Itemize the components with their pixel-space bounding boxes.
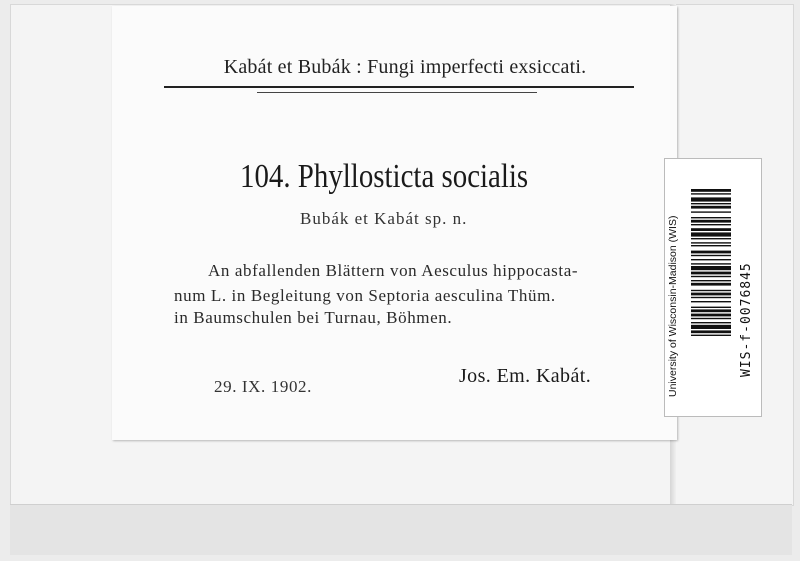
barcode-stripe (691, 330, 731, 333)
barcode-stripe (691, 255, 731, 256)
series-header: Kabát et Bubák : Fungi imperfecti exsiccati. (223, 56, 587, 78)
barcode-stripe (691, 263, 731, 264)
barcode-stripe (691, 220, 731, 223)
sheet-bottom-fold (10, 504, 792, 555)
barcode-bars (691, 189, 731, 389)
barcode-stripe (691, 318, 731, 319)
barcode-label (664, 158, 762, 417)
collector-name: Jos. Em. Kabát. (459, 365, 592, 387)
barcode-stripe (691, 259, 731, 260)
barcode-stripe (691, 224, 731, 225)
barcode-stripe (691, 283, 731, 286)
description-line: in Baumschulen bei Turnau, Böhmen. (174, 308, 453, 327)
barcode-stripe (691, 307, 731, 308)
barcode-stripe (691, 197, 731, 201)
barcode-stripe (691, 301, 731, 302)
barcode-stripe (691, 232, 731, 236)
barcode-stripe (691, 217, 731, 218)
description-line: An abfallenden Blättern von Aesculus hippocasta- (208, 261, 579, 280)
barcode-stripe (691, 293, 731, 296)
barcode-stripe (691, 335, 731, 336)
barcode-stripe (691, 266, 731, 270)
barcode-stripe (691, 322, 731, 323)
description-line: num L. in Begleitung von Septoria aesculina Thüm. (174, 286, 556, 305)
barcode-stripe (691, 206, 731, 209)
header-rule (164, 86, 634, 88)
barcode-stripe (691, 203, 731, 204)
barcode-stripe (691, 251, 731, 254)
barcode-stripe (691, 228, 731, 231)
barcode-stripe (691, 280, 731, 281)
barcode-stripe (691, 238, 731, 239)
barcode-stripe (691, 290, 731, 291)
barcode-stripe (691, 245, 731, 246)
species-authority: Bubák et Kabát sp. n. (300, 209, 468, 228)
specimen-title: 104. Phyllosticta socialis (240, 158, 529, 195)
barcode-stripe (691, 189, 731, 192)
barcode-number: WIS-f-0076845 (739, 262, 754, 377)
specimen-label (112, 6, 677, 440)
collection-date: 29. IX. 1902. (214, 377, 312, 396)
barcode-stripe (691, 325, 731, 329)
barcode-stripe (691, 276, 731, 277)
barcode-stripe (691, 309, 731, 312)
barcode-stripe (691, 314, 731, 317)
header-subrule (257, 92, 537, 93)
barcode-stripe (691, 272, 731, 275)
barcode-stripe (691, 211, 731, 212)
barcode-institution: University of Wisconsin-Madison (WIS) (667, 215, 679, 397)
barcode-stripe (691, 297, 731, 298)
barcode-stripe (691, 193, 731, 194)
barcode-stripe (691, 242, 731, 243)
